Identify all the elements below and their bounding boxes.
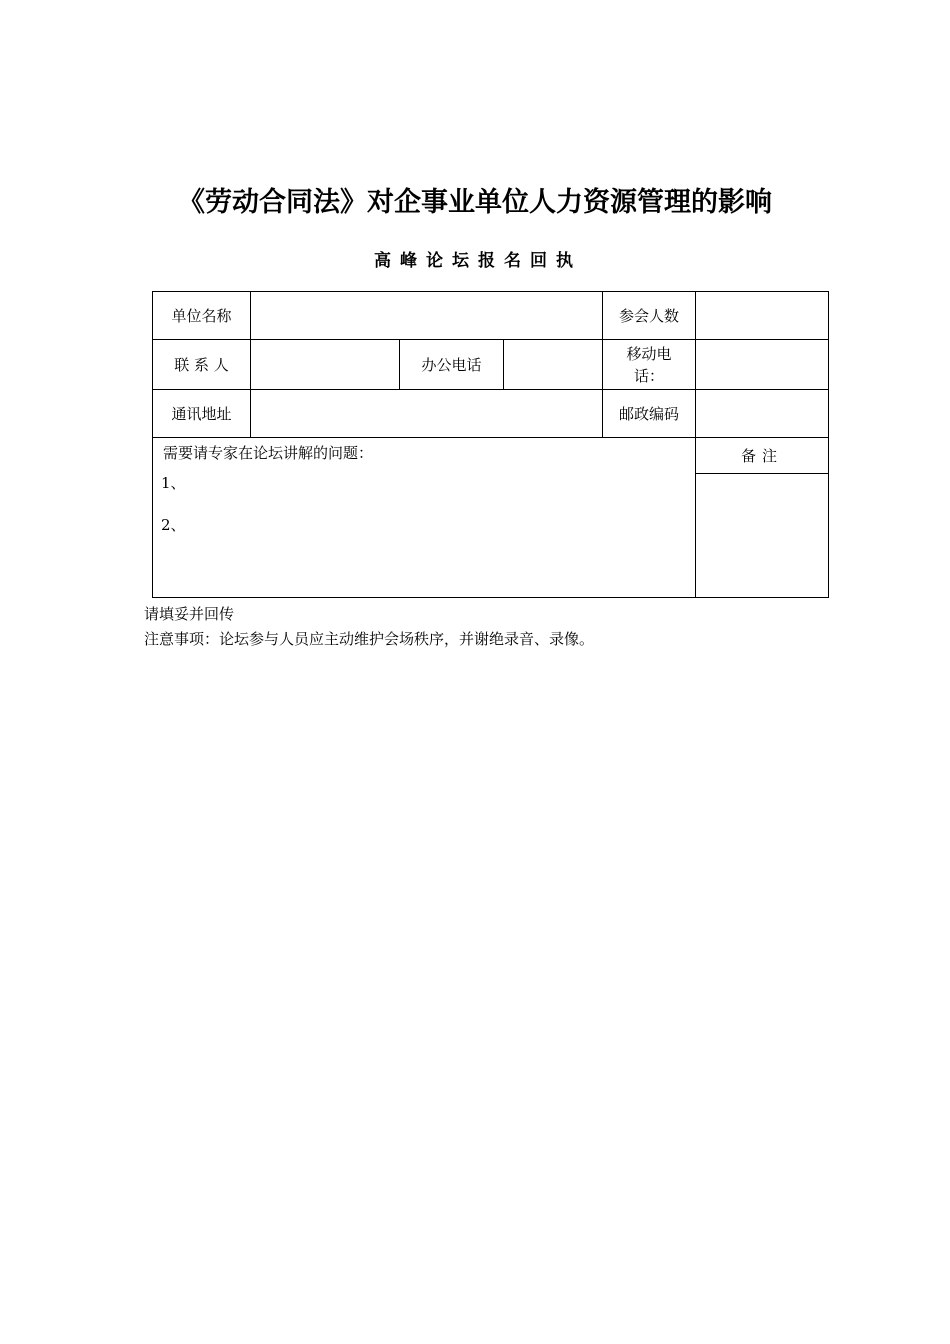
document-subtitle: 高峰论坛报名回执: [374, 251, 582, 271]
mobile-label-cell: [603, 340, 696, 390]
form-row-unit: [153, 292, 829, 340]
attendees-label: 参会人数: [603, 292, 696, 340]
questions-field[interactable]: [153, 438, 696, 598]
question-item-2: 2、: [161, 516, 186, 534]
notes-field[interactable]: [696, 474, 828, 593]
office-phone-field[interactable]: [504, 340, 603, 390]
notes-cell: [696, 438, 829, 598]
office-phone-label: 办公电话: [400, 340, 504, 390]
return-instruction: 请填妥并回传: [144, 605, 235, 623]
postcode-field[interactable]: [696, 390, 829, 438]
contact-field[interactable]: [251, 340, 400, 390]
notice-text: 注意事项：论坛参与人员应主动维护会场秩序，并谢绝录音、录像。: [144, 630, 595, 648]
form-row-questions: [153, 438, 829, 598]
mobile-label: 移动电话：: [626, 344, 672, 385]
question-item-1: 1、: [161, 474, 186, 492]
unit-name-field[interactable]: [251, 292, 603, 340]
attendees-field[interactable]: [696, 292, 829, 340]
address-field[interactable]: [251, 390, 603, 438]
document-title: 《劳动合同法》对企事业单位人力资源管理的影响: [178, 187, 772, 218]
form-row-contact: [153, 340, 829, 390]
form-row-address: [153, 390, 829, 438]
contact-label: 联 系 人: [153, 340, 251, 390]
notes-label: 备注: [696, 438, 828, 474]
questions-label: 需要请专家在论坛讲解的问题：: [163, 444, 374, 462]
mobile-field[interactable]: [696, 340, 829, 390]
unit-name-label: 单位名称: [153, 292, 251, 340]
postcode-label: 邮政编码: [603, 390, 696, 438]
registration-form: [152, 291, 829, 598]
address-label: 通讯地址: [153, 390, 251, 438]
